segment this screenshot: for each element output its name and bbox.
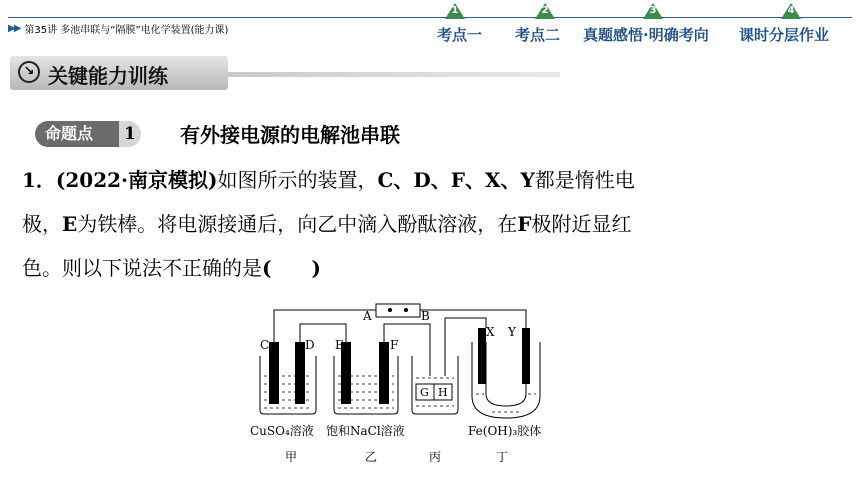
circuit-diagram — [240, 298, 570, 468]
electrode-d-label: D — [305, 338, 315, 352]
vessel-label-yi: 乙 — [365, 450, 378, 464]
solution-label-nacl: 饱和NaCl溶液 — [326, 424, 405, 438]
nav-tab-number: 2 — [541, 5, 549, 16]
solution-label-cuso4: CuSO₄溶液 — [250, 424, 314, 438]
nav-tab-label: 真题感悟·明确考向 — [583, 26, 709, 44]
question-source-close: ) — [208, 168, 218, 192]
circuit-diagram-svg — [240, 298, 570, 468]
topic-badge — [35, 121, 141, 147]
question-source-open: (2022· — [55, 168, 129, 192]
terminal-b-label: B — [421, 309, 430, 323]
electrode-d — [295, 342, 305, 404]
question-text: 极， — [22, 212, 62, 236]
top-header — [0, 0, 860, 46]
section-title: 关键能力训练 — [48, 64, 168, 88]
nav-tab-label: 考点一 — [437, 26, 483, 44]
u-tube-inner — [486, 342, 526, 406]
nav-tab-number: 4 — [787, 5, 795, 16]
electrode-x-label: X — [486, 325, 495, 339]
question-source-name: 南京模拟 — [128, 168, 209, 192]
nav-tab-label: 考点二 — [515, 26, 561, 44]
question-number: 1． — [22, 168, 56, 192]
power-source-box — [376, 304, 420, 317]
question-text-bold: E — [62, 212, 78, 236]
answer-blank: ( ) — [262, 256, 321, 280]
electrode-e-label: E — [335, 338, 344, 352]
vessel-label-bing: 丙 — [429, 450, 442, 464]
header-rule — [8, 17, 852, 18]
electrode-f-label: F — [390, 338, 399, 352]
lesson-title — [8, 21, 228, 36]
question-line-2 — [22, 208, 852, 237]
question-text-bold: F — [517, 212, 532, 236]
wire-a-to-c — [274, 310, 376, 342]
question-line-1 — [22, 164, 852, 193]
vessel-label-jia: 甲 — [285, 450, 298, 464]
question-text: 为铁棒。将电源接通后，向乙中滴入酚酞溶液，在 — [77, 212, 518, 236]
question-text-bold: C、D、F、X、Y — [377, 168, 535, 192]
nav-tab-label: 课时分层作业 — [739, 26, 830, 44]
nav-tab-number: 1 — [451, 5, 459, 16]
electrode-x — [478, 328, 486, 384]
beaker-jia — [260, 356, 316, 414]
electrode-f — [379, 342, 389, 404]
nav-tab-number: 3 — [649, 5, 657, 16]
banner-divider — [228, 72, 560, 77]
electrode-c — [269, 342, 279, 404]
lesson-title-text: 第35讲 多池串联与“隔膜”电化学装置(能力课) — [24, 25, 229, 36]
terminal-a-label: A — [363, 309, 372, 323]
topic-badge-text: 命题点 — [35, 121, 119, 147]
arrow-circle-icon: ↘ — [18, 61, 40, 83]
question-text: 色。则以下说法不正确的是 — [22, 256, 262, 280]
question-line-3 — [22, 252, 852, 281]
box-h-label: H — [438, 386, 448, 399]
electrode-y — [522, 328, 530, 384]
topic-title: 有外接电源的电解池串联 — [180, 123, 400, 147]
question-text: 如图所示的装置， — [217, 168, 378, 192]
vessel-label-ding: 丁 — [496, 450, 509, 464]
electrode-y-label: Y — [508, 325, 516, 339]
question-text: 都是惰性电 — [534, 168, 635, 192]
box-g-label: G — [420, 386, 429, 399]
topic-badge-number: 1 — [119, 121, 141, 147]
double-arrow-icon: ▶▶ — [8, 23, 20, 34]
beaker-bing — [412, 356, 458, 414]
electrode-c-label: C — [260, 338, 270, 352]
section-banner — [10, 56, 228, 90]
question-text: 极附近显红 — [531, 212, 632, 236]
solution-label-feoh3: Fe(OH)₃胶体 — [468, 424, 542, 438]
